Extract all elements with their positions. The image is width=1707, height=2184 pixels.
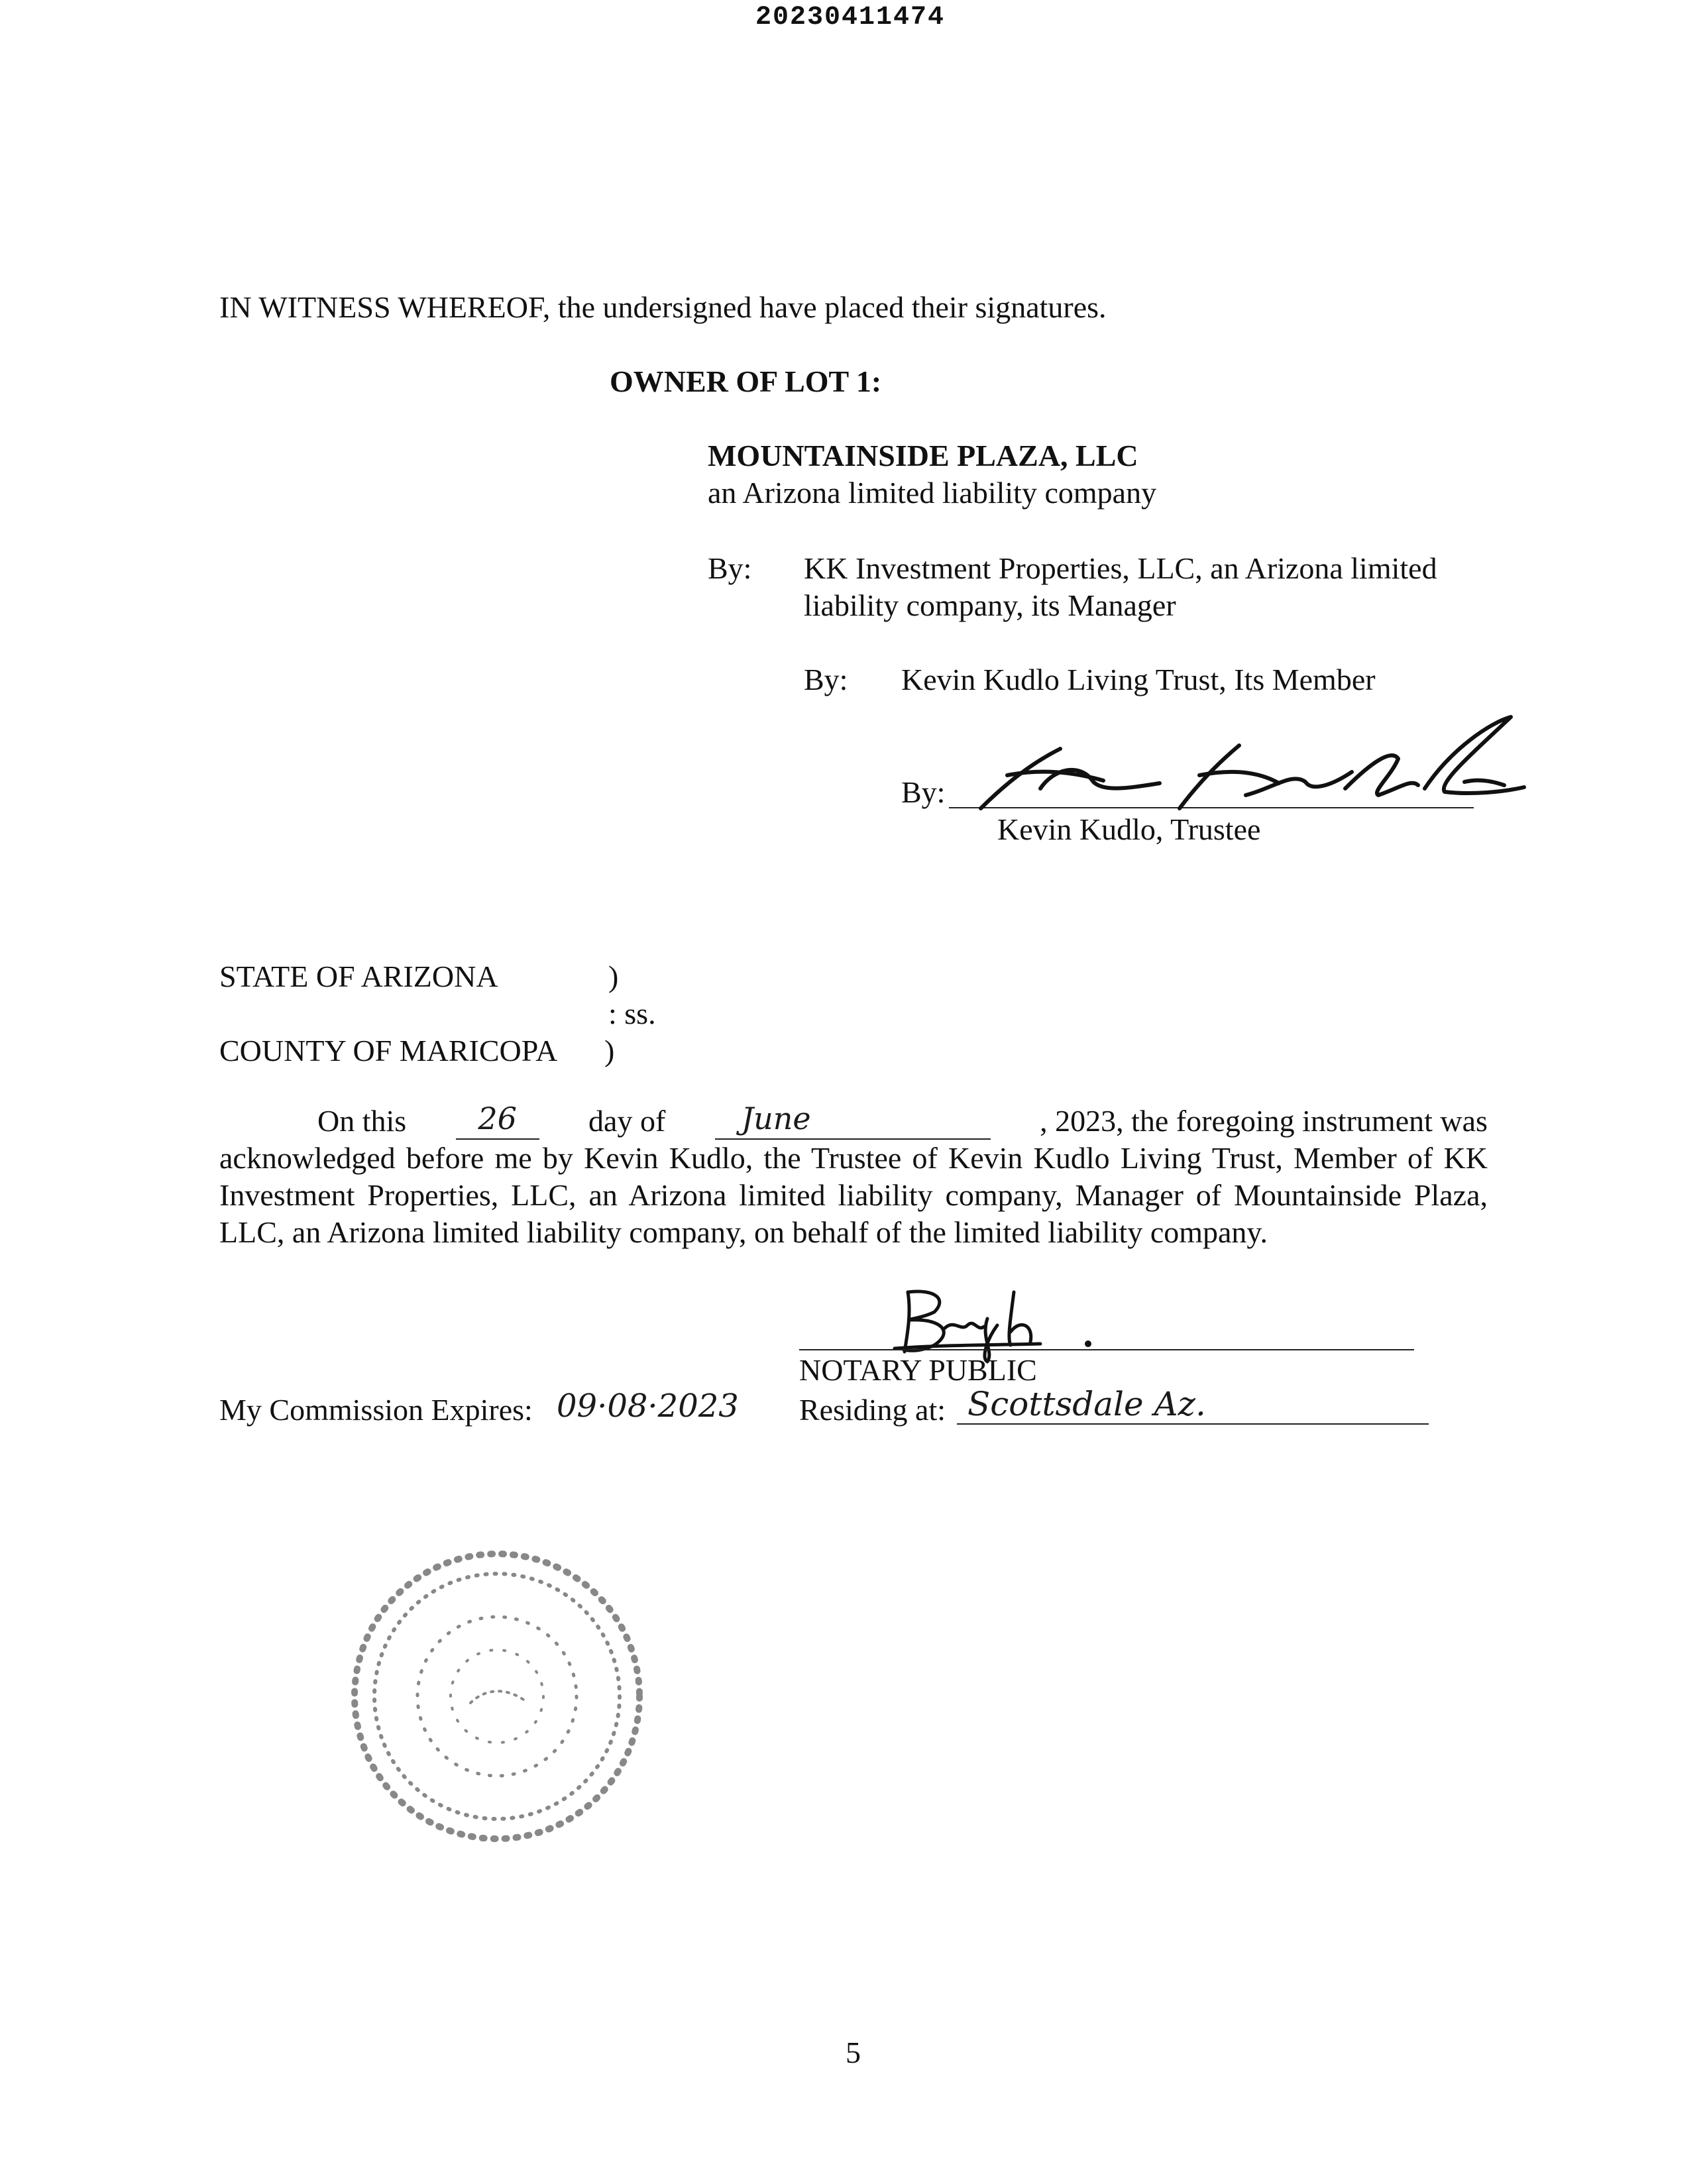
ack-day: 26 <box>456 1103 539 1140</box>
page-number: 5 <box>846 2036 861 2069</box>
signature-by-label: By: <box>901 775 946 809</box>
company-description: an Arizona limited liability company <box>708 476 1157 510</box>
member-by-label: By: <box>804 663 848 696</box>
commission-label: My Commission Expires: <box>219 1393 533 1427</box>
venue-paren-bottom: ) <box>604 1034 615 1067</box>
ack-year-text: , 2023, the foregoing instrument was <box>1040 1104 1488 1138</box>
notary-title: NOTARY PUBLIC <box>799 1353 1037 1387</box>
manager-line-2: liability company, its Manager <box>804 588 1176 622</box>
commission-date: 09·08·2023 <box>557 1388 739 1425</box>
manager-by-label: By: <box>708 551 752 585</box>
member-text: Kevin Kudlo Living Trust, Its Member <box>901 663 1376 696</box>
venue-paren-top: ) <box>608 959 619 993</box>
company-name: MOUNTAINSIDE PLAZA, LLC <box>708 439 1138 472</box>
notary-signature-line <box>799 1349 1414 1350</box>
ack-month: June <box>715 1103 991 1140</box>
acknowledgment-paragraph <box>219 1103 1488 1251</box>
trustee-signature <box>961 709 1531 822</box>
ack-day-label: day of <box>588 1104 666 1138</box>
residing-line <box>957 1423 1429 1425</box>
owner-heading: OWNER OF LOT 1: <box>610 364 882 398</box>
manager-line-1: KK Investment Properties, LLC, an Arizona limited <box>804 551 1437 585</box>
residing-value: Scottsdale Az. <box>967 1385 1206 1423</box>
residing-label: Residing at: <box>799 1393 946 1427</box>
venue-ss: : ss. <box>608 997 656 1030</box>
ack-body: acknowledged before me by Kevin Kudlo, the Trustee of Kevin Kudlo Living Trust, Member of KK Investment Properties, LLC, an Arizona limited liability company, Manager of Mountainside Plaza, LLC, an Arizona limited liability company, on behalf of the limited liability company. <box>219 1141 1488 1249</box>
venue-county: COUNTY OF MARICOPA <box>219 1034 558 1067</box>
venue-state: STATE OF ARIZONA <box>219 959 498 993</box>
ack-prefix: On this <box>317 1104 407 1138</box>
signer-caption: Kevin Kudlo, Trustee <box>997 812 1261 846</box>
document-number: 20230411474 <box>755 3 946 32</box>
witness-statement: IN WITNESS WHEREOF, the undersigned have placed their signatures. <box>219 290 1107 324</box>
notary-seal <box>331 1537 663 1855</box>
